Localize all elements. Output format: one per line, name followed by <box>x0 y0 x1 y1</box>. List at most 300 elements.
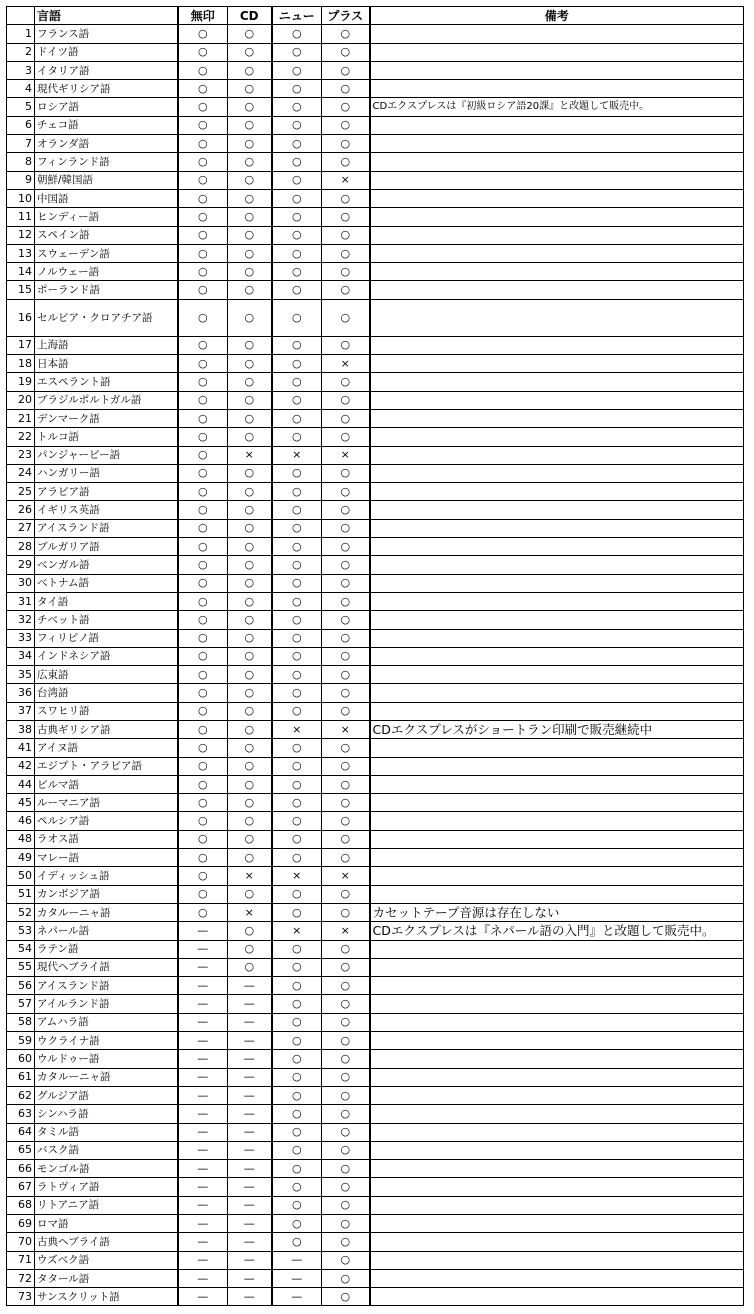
row-number-cell[interactable]: 15 <box>7 281 35 299</box>
plus-cell[interactable]: ○ <box>322 373 370 391</box>
cd-cell[interactable]: — <box>228 1269 272 1287</box>
new-cell[interactable]: ○ <box>272 1141 322 1159</box>
cd-cell[interactable]: ○ <box>228 647 272 665</box>
plus-cell[interactable]: ○ <box>322 1105 370 1123</box>
new-cell[interactable]: ○ <box>272 501 322 519</box>
language-cell[interactable]: オランダ語 <box>35 135 178 153</box>
note-cell[interactable] <box>370 995 744 1013</box>
plus-cell[interactable]: ○ <box>322 775 370 793</box>
note-cell[interactable] <box>370 428 744 446</box>
muji-cell[interactable]: — <box>178 1086 228 1104</box>
new-cell[interactable]: ○ <box>272 830 322 848</box>
note-cell[interactable] <box>370 501 744 519</box>
new-cell[interactable]: ○ <box>272 977 322 995</box>
new-cell[interactable]: ○ <box>272 208 322 226</box>
plus-cell[interactable]: ○ <box>322 977 370 995</box>
new-cell[interactable]: ○ <box>272 189 322 207</box>
new-cell[interactable]: ○ <box>272 775 322 793</box>
plus-cell[interactable]: ○ <box>322 849 370 867</box>
row-number-cell[interactable]: 68 <box>7 1196 35 1214</box>
new-cell[interactable]: ○ <box>272 244 322 262</box>
note-cell[interactable] <box>370 116 744 134</box>
note-cell[interactable] <box>370 1013 744 1031</box>
language-cell[interactable]: カタルーニャ語 <box>35 903 178 921</box>
header-plus[interactable]: プラス <box>322 7 370 25</box>
row-number-cell[interactable]: 24 <box>7 464 35 482</box>
new-cell[interactable]: ○ <box>272 519 322 537</box>
new-cell[interactable]: ○ <box>272 1086 322 1104</box>
plus-cell[interactable]: ○ <box>322 830 370 848</box>
plus-cell[interactable]: ○ <box>322 611 370 629</box>
plus-cell[interactable]: ○ <box>322 794 370 812</box>
cd-cell[interactable]: × <box>228 446 272 464</box>
language-cell[interactable]: フィンランド語 <box>35 153 178 171</box>
row-number-cell[interactable]: 50 <box>7 867 35 885</box>
cd-cell[interactable]: ○ <box>228 611 272 629</box>
note-cell[interactable] <box>370 153 744 171</box>
cd-cell[interactable]: — <box>228 1086 272 1104</box>
note-cell[interactable] <box>370 208 744 226</box>
row-number-cell[interactable]: 27 <box>7 519 35 537</box>
plus-cell[interactable]: ○ <box>322 1233 370 1251</box>
row-number-cell[interactable]: 69 <box>7 1215 35 1233</box>
row-number-cell[interactable]: 1 <box>7 25 35 43</box>
plus-cell[interactable]: ○ <box>322 885 370 903</box>
cd-cell[interactable]: ○ <box>228 153 272 171</box>
muji-cell[interactable]: ○ <box>178 226 228 244</box>
muji-cell[interactable]: ○ <box>178 556 228 574</box>
new-cell[interactable]: ○ <box>272 80 322 98</box>
cd-cell[interactable]: ○ <box>228 355 272 373</box>
note-cell[interactable] <box>370 43 744 61</box>
note-cell[interactable] <box>370 61 744 79</box>
cd-cell[interactable]: ○ <box>228 171 272 189</box>
language-cell[interactable]: イギリス英語 <box>35 501 178 519</box>
note-cell[interactable] <box>370 1068 744 1086</box>
cd-cell[interactable]: ○ <box>228 373 272 391</box>
muji-cell[interactable]: ○ <box>178 189 228 207</box>
row-number-cell[interactable]: 45 <box>7 794 35 812</box>
cd-cell[interactable]: ○ <box>228 556 272 574</box>
cd-cell[interactable]: ○ <box>228 189 272 207</box>
language-cell[interactable]: 古典ヘブライ語 <box>35 1233 178 1251</box>
plus-cell[interactable]: ○ <box>322 501 370 519</box>
row-number-cell[interactable]: 33 <box>7 629 35 647</box>
language-cell[interactable]: シンハラ語 <box>35 1105 178 1123</box>
plus-cell[interactable]: ○ <box>322 428 370 446</box>
muji-cell[interactable]: — <box>178 977 228 995</box>
row-number-cell[interactable]: 62 <box>7 1086 35 1104</box>
cd-cell[interactable]: ○ <box>228 116 272 134</box>
language-cell[interactable]: イディッシュ語 <box>35 867 178 885</box>
muji-cell[interactable]: — <box>178 958 228 976</box>
muji-cell[interactable]: ○ <box>178 135 228 153</box>
header-notes[interactable]: 備考 <box>370 7 744 25</box>
row-number-cell[interactable]: 31 <box>7 592 35 610</box>
row-number-cell[interactable]: 5 <box>7 98 35 116</box>
new-cell[interactable]: ○ <box>272 885 322 903</box>
language-cell[interactable]: グルジア語 <box>35 1086 178 1104</box>
language-cell[interactable]: トルコ語 <box>35 428 178 446</box>
note-cell[interactable] <box>370 538 744 556</box>
note-cell[interactable] <box>370 464 744 482</box>
plus-cell[interactable]: ○ <box>322 940 370 958</box>
row-number-cell[interactable]: 36 <box>7 684 35 702</box>
note-cell[interactable] <box>370 483 744 501</box>
language-cell[interactable]: 広東語 <box>35 666 178 684</box>
cd-cell[interactable]: — <box>228 1013 272 1031</box>
plus-cell[interactable]: ○ <box>322 116 370 134</box>
muji-cell[interactable]: ○ <box>178 244 228 262</box>
cd-cell[interactable]: ○ <box>228 775 272 793</box>
language-cell[interactable]: インドネシア語 <box>35 647 178 665</box>
cd-cell[interactable]: ○ <box>228 812 272 830</box>
row-number-cell[interactable]: 59 <box>7 1032 35 1050</box>
row-number-cell[interactable]: 19 <box>7 373 35 391</box>
language-cell[interactable]: ウルドゥー語 <box>35 1050 178 1068</box>
cd-cell[interactable]: ○ <box>228 501 272 519</box>
plus-cell[interactable]: ○ <box>322 61 370 79</box>
cd-cell[interactable]: — <box>228 1178 272 1196</box>
new-cell[interactable]: ○ <box>272 1032 322 1050</box>
muji-cell[interactable]: ○ <box>178 464 228 482</box>
cd-cell[interactable]: ○ <box>228 849 272 867</box>
plus-cell[interactable]: ○ <box>322 1068 370 1086</box>
new-cell[interactable]: ○ <box>272 373 322 391</box>
row-number-cell[interactable]: 55 <box>7 958 35 976</box>
plus-cell[interactable]: ○ <box>322 409 370 427</box>
plus-cell[interactable]: × <box>322 171 370 189</box>
cd-cell[interactable]: — <box>228 1196 272 1214</box>
new-cell[interactable]: × <box>272 446 322 464</box>
new-cell[interactable]: ○ <box>272 903 322 921</box>
note-cell[interactable] <box>370 666 744 684</box>
new-cell[interactable]: ○ <box>272 1123 322 1141</box>
header-language[interactable]: 言語 <box>35 7 178 25</box>
row-number-cell[interactable]: 38 <box>7 720 35 738</box>
row-number-cell[interactable]: 37 <box>7 702 35 720</box>
row-number-cell[interactable]: 13 <box>7 244 35 262</box>
cd-cell[interactable]: ○ <box>228 61 272 79</box>
cd-cell[interactable]: — <box>228 1105 272 1123</box>
muji-cell[interactable]: — <box>178 1068 228 1086</box>
plus-cell[interactable]: ○ <box>322 958 370 976</box>
cd-cell[interactable]: ○ <box>228 135 272 153</box>
plus-cell[interactable]: ○ <box>322 391 370 409</box>
plus-cell[interactable]: ○ <box>322 135 370 153</box>
new-cell[interactable]: ○ <box>272 1233 322 1251</box>
cd-cell[interactable]: ○ <box>228 244 272 262</box>
new-cell[interactable]: ○ <box>272 940 322 958</box>
plus-cell[interactable]: ○ <box>322 464 370 482</box>
row-number-cell[interactable]: 49 <box>7 849 35 867</box>
row-number-cell[interactable]: 21 <box>7 409 35 427</box>
muji-cell[interactable]: ○ <box>178 830 228 848</box>
new-cell[interactable]: ○ <box>272 98 322 116</box>
cd-cell[interactable]: ○ <box>228 43 272 61</box>
row-number-cell[interactable]: 6 <box>7 116 35 134</box>
plus-cell[interactable]: ○ <box>322 98 370 116</box>
row-number-cell[interactable]: 28 <box>7 538 35 556</box>
note-cell[interactable] <box>370 1288 744 1306</box>
plus-cell[interactable]: ○ <box>322 1269 370 1287</box>
language-cell[interactable]: スワヒリ語 <box>35 702 178 720</box>
plus-cell[interactable]: ○ <box>322 1032 370 1050</box>
language-cell[interactable]: ベトナム語 <box>35 574 178 592</box>
muji-cell[interactable]: ○ <box>178 153 228 171</box>
new-cell[interactable]: ○ <box>272 428 322 446</box>
language-cell[interactable]: アムハラ語 <box>35 1013 178 1031</box>
row-number-cell[interactable]: 57 <box>7 995 35 1013</box>
plus-cell[interactable]: × <box>322 867 370 885</box>
cd-cell[interactable]: ○ <box>228 428 272 446</box>
plus-cell[interactable]: × <box>322 355 370 373</box>
cd-cell[interactable]: — <box>228 1050 272 1068</box>
header-number[interactable] <box>7 7 35 25</box>
muji-cell[interactable]: — <box>178 1141 228 1159</box>
new-cell[interactable]: ○ <box>272 25 322 43</box>
note-cell[interactable] <box>370 1215 744 1233</box>
new-cell[interactable]: ○ <box>272 1196 322 1214</box>
language-cell[interactable]: ロマ語 <box>35 1215 178 1233</box>
row-number-cell[interactable]: 34 <box>7 647 35 665</box>
new-cell[interactable]: × <box>272 720 322 738</box>
note-cell[interactable] <box>370 885 744 903</box>
plus-cell[interactable]: ○ <box>322 739 370 757</box>
row-number-cell[interactable]: 2 <box>7 43 35 61</box>
note-cell[interactable] <box>370 263 744 281</box>
muji-cell[interactable]: ○ <box>178 208 228 226</box>
language-cell[interactable]: フィリピノ語 <box>35 629 178 647</box>
plus-cell[interactable]: ○ <box>322 43 370 61</box>
plus-cell[interactable]: ○ <box>322 299 370 336</box>
note-cell[interactable] <box>370 812 744 830</box>
new-cell[interactable]: ○ <box>272 538 322 556</box>
note-cell[interactable] <box>370 1123 744 1141</box>
muji-cell[interactable]: ○ <box>178 538 228 556</box>
row-number-cell[interactable]: 73 <box>7 1288 35 1306</box>
new-cell[interactable]: ○ <box>272 995 322 1013</box>
cd-cell[interactable]: ○ <box>228 940 272 958</box>
new-cell[interactable]: ○ <box>272 409 322 427</box>
new-cell[interactable]: × <box>272 922 322 940</box>
muji-cell[interactable]: ○ <box>178 903 228 921</box>
note-cell[interactable] <box>370 849 744 867</box>
plus-cell[interactable]: ○ <box>322 1215 370 1233</box>
muji-cell[interactable]: ○ <box>178 647 228 665</box>
note-cell[interactable] <box>370 684 744 702</box>
note-cell[interactable] <box>370 299 744 336</box>
row-number-cell[interactable]: 48 <box>7 830 35 848</box>
plus-cell[interactable]: ○ <box>322 1251 370 1269</box>
cd-cell[interactable]: — <box>228 1215 272 1233</box>
note-cell[interactable] <box>370 867 744 885</box>
row-number-cell[interactable]: 22 <box>7 428 35 446</box>
new-cell[interactable]: ○ <box>272 336 322 354</box>
plus-cell[interactable]: ○ <box>322 1050 370 1068</box>
row-number-cell[interactable]: 72 <box>7 1269 35 1287</box>
note-cell[interactable] <box>370 1251 744 1269</box>
row-number-cell[interactable]: 7 <box>7 135 35 153</box>
language-cell[interactable]: ラオス語 <box>35 830 178 848</box>
note-cell[interactable] <box>370 830 744 848</box>
note-cell[interactable]: CDエクスプレスがショートラン印刷で販売継続中 <box>370 720 744 738</box>
row-number-cell[interactable]: 26 <box>7 501 35 519</box>
cd-cell[interactable]: ○ <box>228 98 272 116</box>
plus-cell[interactable]: ○ <box>322 281 370 299</box>
new-cell[interactable]: ○ <box>272 299 322 336</box>
muji-cell[interactable]: ○ <box>178 263 228 281</box>
plus-cell[interactable]: ○ <box>322 1123 370 1141</box>
muji-cell[interactable]: ○ <box>178 25 228 43</box>
cd-cell[interactable]: ○ <box>228 922 272 940</box>
note-cell[interactable] <box>370 629 744 647</box>
muji-cell[interactable]: ○ <box>178 61 228 79</box>
muji-cell[interactable]: ○ <box>178 775 228 793</box>
note-cell[interactable] <box>370 647 744 665</box>
muji-cell[interactable]: — <box>178 940 228 958</box>
note-cell[interactable] <box>370 574 744 592</box>
row-number-cell[interactable]: 53 <box>7 922 35 940</box>
new-cell[interactable]: — <box>272 1251 322 1269</box>
note-cell[interactable] <box>370 775 744 793</box>
plus-cell[interactable]: ○ <box>322 647 370 665</box>
language-cell[interactable]: ドイツ語 <box>35 43 178 61</box>
language-cell[interactable]: アイスランド語 <box>35 977 178 995</box>
new-cell[interactable]: ○ <box>272 757 322 775</box>
cd-cell[interactable]: ○ <box>228 25 272 43</box>
header-new[interactable]: ニュー <box>272 7 322 25</box>
muji-cell[interactable]: ○ <box>178 98 228 116</box>
header-cd[interactable]: CD <box>228 7 272 25</box>
language-cell[interactable]: チベット語 <box>35 611 178 629</box>
muji-cell[interactable]: ○ <box>178 611 228 629</box>
language-cell[interactable]: モンゴル語 <box>35 1160 178 1178</box>
note-cell[interactable] <box>370 1050 744 1068</box>
cd-cell[interactable]: ○ <box>228 226 272 244</box>
plus-cell[interactable]: ○ <box>322 519 370 537</box>
note-cell[interactable] <box>370 1196 744 1214</box>
plus-cell[interactable]: ○ <box>322 80 370 98</box>
new-cell[interactable]: ○ <box>272 1178 322 1196</box>
new-cell[interactable]: ○ <box>272 592 322 610</box>
muji-cell[interactable]: ○ <box>178 373 228 391</box>
cd-cell[interactable]: ○ <box>228 464 272 482</box>
language-cell[interactable]: 台湾語 <box>35 684 178 702</box>
cd-cell[interactable]: ○ <box>228 702 272 720</box>
muji-cell[interactable]: — <box>178 1215 228 1233</box>
new-cell[interactable]: ○ <box>272 391 322 409</box>
plus-cell[interactable]: ○ <box>322 25 370 43</box>
cd-cell[interactable]: ○ <box>228 739 272 757</box>
plus-cell[interactable]: ○ <box>322 684 370 702</box>
muji-cell[interactable]: ○ <box>178 116 228 134</box>
row-number-cell[interactable]: 20 <box>7 391 35 409</box>
muji-cell[interactable]: ○ <box>178 281 228 299</box>
plus-cell[interactable]: ○ <box>322 1141 370 1159</box>
row-number-cell[interactable]: 66 <box>7 1160 35 1178</box>
muji-cell[interactable]: ○ <box>178 720 228 738</box>
language-cell[interactable]: ウズベク語 <box>35 1251 178 1269</box>
muji-cell[interactable]: — <box>178 1269 228 1287</box>
note-cell[interactable] <box>370 1032 744 1050</box>
new-cell[interactable]: ○ <box>272 812 322 830</box>
cd-cell[interactable]: — <box>228 1233 272 1251</box>
plus-cell[interactable]: ○ <box>322 244 370 262</box>
muji-cell[interactable]: ○ <box>178 80 228 98</box>
language-cell[interactable]: デンマーク語 <box>35 409 178 427</box>
new-cell[interactable]: — <box>272 1288 322 1306</box>
row-number-cell[interactable]: 67 <box>7 1178 35 1196</box>
language-cell[interactable]: ロシア語 <box>35 98 178 116</box>
new-cell[interactable]: ○ <box>272 281 322 299</box>
new-cell[interactable]: ○ <box>272 849 322 867</box>
language-cell[interactable]: パンジャービー語 <box>35 446 178 464</box>
row-number-cell[interactable]: 41 <box>7 739 35 757</box>
row-number-cell[interactable]: 70 <box>7 1233 35 1251</box>
language-cell[interactable]: 中国語 <box>35 189 178 207</box>
note-cell[interactable] <box>370 373 744 391</box>
note-cell[interactable] <box>370 940 744 958</box>
new-cell[interactable]: ○ <box>272 1215 322 1233</box>
language-cell[interactable]: タイ語 <box>35 592 178 610</box>
language-cell[interactable]: カタルーニャ語 <box>35 1068 178 1086</box>
plus-cell[interactable]: ○ <box>322 903 370 921</box>
cd-cell[interactable]: × <box>228 867 272 885</box>
language-cell[interactable]: ブラジルポルトガル語 <box>35 391 178 409</box>
muji-cell[interactable]: ○ <box>178 592 228 610</box>
row-number-cell[interactable]: 42 <box>7 757 35 775</box>
cd-cell[interactable]: ○ <box>228 958 272 976</box>
row-number-cell[interactable]: 52 <box>7 903 35 921</box>
new-cell[interactable]: ○ <box>272 226 322 244</box>
plus-cell[interactable]: ○ <box>322 1178 370 1196</box>
note-cell[interactable] <box>370 25 744 43</box>
row-number-cell[interactable]: 8 <box>7 153 35 171</box>
muji-cell[interactable]: ○ <box>178 428 228 446</box>
language-cell[interactable]: ハンガリー語 <box>35 464 178 482</box>
row-number-cell[interactable]: 18 <box>7 355 35 373</box>
language-cell[interactable]: カンボジア語 <box>35 885 178 903</box>
cd-cell[interactable]: — <box>228 1251 272 1269</box>
plus-cell[interactable]: ○ <box>322 263 370 281</box>
row-number-cell[interactable]: 56 <box>7 977 35 995</box>
plus-cell[interactable]: × <box>322 720 370 738</box>
note-cell[interactable] <box>370 611 744 629</box>
note-cell[interactable] <box>370 336 744 354</box>
language-cell[interactable]: スペイン語 <box>35 226 178 244</box>
language-cell[interactable]: アイヌ語 <box>35 739 178 757</box>
note-cell[interactable] <box>370 281 744 299</box>
row-number-cell[interactable]: 63 <box>7 1105 35 1123</box>
muji-cell[interactable]: ○ <box>178 574 228 592</box>
cd-cell[interactable]: ○ <box>228 794 272 812</box>
note-cell[interactable] <box>370 171 744 189</box>
muji-cell[interactable]: ○ <box>178 43 228 61</box>
muji-cell[interactable]: ○ <box>178 446 228 464</box>
note-cell[interactable] <box>370 977 744 995</box>
language-cell[interactable]: アラビア語 <box>35 483 178 501</box>
language-cell[interactable]: ペルシア語 <box>35 812 178 830</box>
cd-cell[interactable]: — <box>228 995 272 1013</box>
row-number-cell[interactable]: 30 <box>7 574 35 592</box>
cd-cell[interactable]: ○ <box>228 592 272 610</box>
row-number-cell[interactable]: 4 <box>7 80 35 98</box>
language-cell[interactable]: ウクライナ語 <box>35 1032 178 1050</box>
new-cell[interactable]: ○ <box>272 647 322 665</box>
language-cell[interactable]: バスク語 <box>35 1141 178 1159</box>
language-cell[interactable]: エスペラント語 <box>35 373 178 391</box>
